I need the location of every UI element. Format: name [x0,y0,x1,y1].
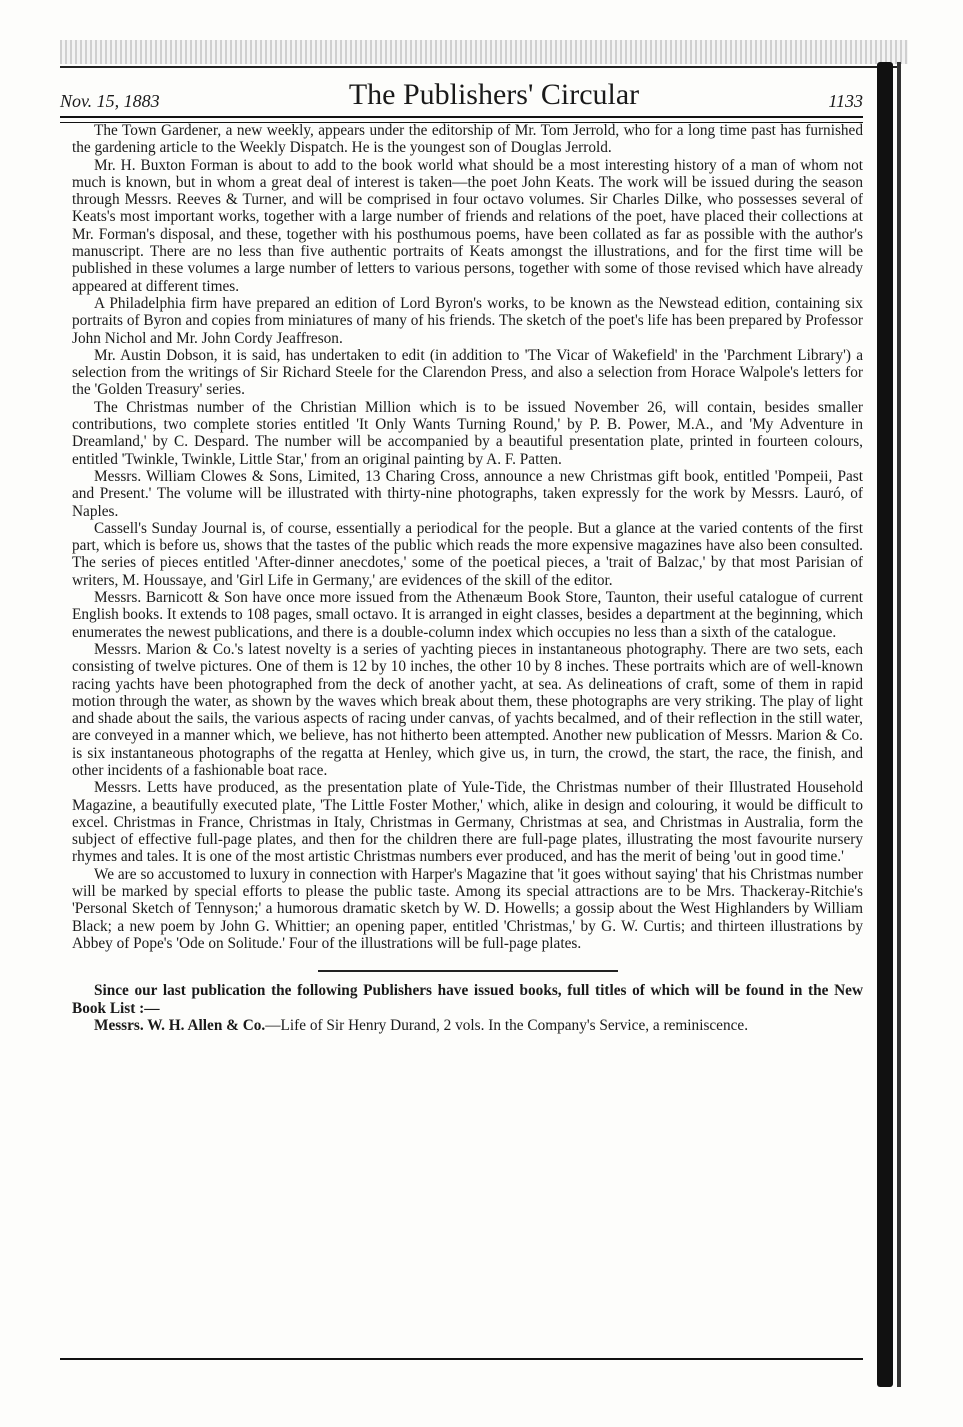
section-separator [318,970,618,972]
paragraph-keats: Mr. H. Buxton Forman is about to add to the book world what should be a most interesting history of a man of whom not much is known, but in whom a great deal of interest is taken—the poet John Keats. The work will be issued during the season through Messrs. Reeves & Turner, and will be comprised in four octavo volumes. Sir Charles Dilke, who possesses several of Keats's most important works, together with a large number of friends and relations of the poet, have placed their collections at Mr. Forman's disposal, and these, together with his posthumous poems, have been collated as far as possible with the author's manuscript. There are no less than five authentic portraits of Keats amongst the illustrations, and for the first time will be published in these volumes a large number of letters to various persons, together with some of those revised which have already appeared at different times. [72,156,863,295]
entry-text: —Life of Sir Henry Durand, 2 vols. In the Company's Service, a reminiscence. [265,1016,749,1034]
top-decorative-rule [60,40,908,64]
paragraph-barnicott: Messrs. Barnicott & Son have once more issued from the Athenæum Book Store, Taunton, their useful catalogue of current English books. It extends to 108 pages, small octavo. It is arranged in eight classes, besides a department at the beginning, which enumerates the newest publications, and there is a double-column index which occupies no less than a sixth of the catalogue. [72,589,863,641]
issue-date: Nov. 15, 1883 [60,91,160,111]
entry-publisher: Messrs. W. H. Allen & Co. [94,1016,266,1034]
page-header [60,72,863,112]
paragraph-clowes: Messrs. William Clowes & Sons, Limited, 13 Charing Cross, announce a new Christmas gift book, entitled 'Pompeii, Past and Present.' The volume will be illustrated with thirty-nine photographs, taken expressly for the work by Messrs. Lauró, of Naples. [72,467,863,520]
binding-edge [877,62,893,1387]
paragraph-cassells: Cassell's Sunday Journal is, of course, essentially a periodical for the people. But a glance at the varied contents of the first part, which is before us, shows that the tastes of the public which reads the more expensive magazines have also been consulted. The series of pieces entitled 'After-dinner anecdotes,' some of the poetical pieces, a 'trait of Balzac,' by that most Parisian of writers, M. Houssaye, and 'Girl Life in Germany,' are evidences of the skill of the editor. [72,519,863,589]
new-book-entry [72,1017,863,1034]
paragraph-town-gardener: The Town Gardener, a new weekly, appears under the editorship of Mr. Tom Jerrold, who for a long time past has furnished the gardening article to the Weekly Dispatch. He is the youngest son of Douglas Jerrold. [72,122,863,157]
article-body [72,122,863,1034]
publication-title: The Publishers' Circular [348,78,640,111]
bottom-rule [60,1358,863,1360]
paragraph-dobson: Mr. Austin Dobson, it is said, has undertaken to edit (in addition to 'The Vicar of Wakefield' in the 'Parchment Library') a selection from the writings of Sir Richard Steele for the Clarendon Press, and also a selection from Horace Walpole's letters for the 'Golden Treasury' series. [72,346,863,399]
new-books-intro: Since our last publication the following Publishers have issued books, full titles of which will be found in the New Book List :— [72,982,863,1017]
paragraph-byron: A Philadelphia firm have prepared an edition of Lord Byron's works, to be known as the Newstead edition, containing six portraits of Byron and copies from miniatures of many of his friends. The sketch of the poet's life has been prepared by Professor John Nichol and Mr. John Cordy Jeaffreson. [72,294,863,347]
top-line [60,66,898,68]
paragraph-letts: Messrs. Letts have produced, as the presentation plate of Yule-Tide, the Christmas number of their Illustrated Household Magazine, a beautifully executed plate, 'The Little Foster Mother,' which, alike in design and colouring, it would be difficult to excel. Christmas in France, Christmas in Italy, Christmas in Germany, Christmas at sea, and Christmas in Australia, form the subject of effective full-page plates, and then for the children there are full-page plates, illustrating the most favourite nursery rhymes and tales. It is one of the most artistic Christmas numbers ever produced, and has the merit of being 'out in good time.' [72,779,863,866]
page-number: 1133 [828,91,863,111]
paragraph-marion: Messrs. Marion & Co.'s latest novelty is a series of yachting pieces in instantaneous photography. There are two sets, each consisting of twelve pictures. One of them is 12 by 10 inches, the other 10 by 8 inches. These portraits which are of well-known racing yachts have been photographed from the deck of another yacht, at sea. As delineations of craft, some of them in rapid motion through the water, as shown by the waves which break about them, these photographs are very striking. The play of light and shade about the sails, the various aspects of racing under canvas, of yachts becalmed, and of their reflection in the still water, are conveyed in a manner which, we believe, has not hitherto been attempted. Another new publication of Messrs. Marion & Co. is six instantaneous photographs of the regatta at Henley, which give us, in turn, the crowd, the start, the race, the finish, and other incidents of a fashionable boat race. [72,640,863,779]
paragraph-harpers: We are so accustomed to luxury in connection with Harper's Magazine that 'it goes without saying' that his Christmas number will be marked by special efforts to please the public taste. Among its special attractions are to be Mrs. Thackeray-Ritchie's 'Personal Sketch of Tennyson;' a humorous dramatic sketch by W. D. Howells; a gossip about the West Highlanders by William Black; a new poem by John G. Whittier; an opening paper, entitled 'Christmas,' by G. W. Curtis; and thirteen illustrations by Abbey of Pope's 'Ode on Solitude.' Four of the illustrations will be full-page plates. [72,865,863,952]
binding-edge-line [897,62,901,1387]
paragraph-christian-million: The Christmas number of the Christian Million which is to be issued November 26, will contain, besides smaller contributions, two complete stories entitled 'It Only Wants Turning Round,' by P. B. Power, M.A., and 'My Adventure in Dreamland,' by C. Despard. The number will be accompanied by a beautiful presentation plate, printed in fourteen colours, entitled 'Twinkle, Twinkle, Little Star,' from an original painting by A. F. Patten. [72,398,863,468]
